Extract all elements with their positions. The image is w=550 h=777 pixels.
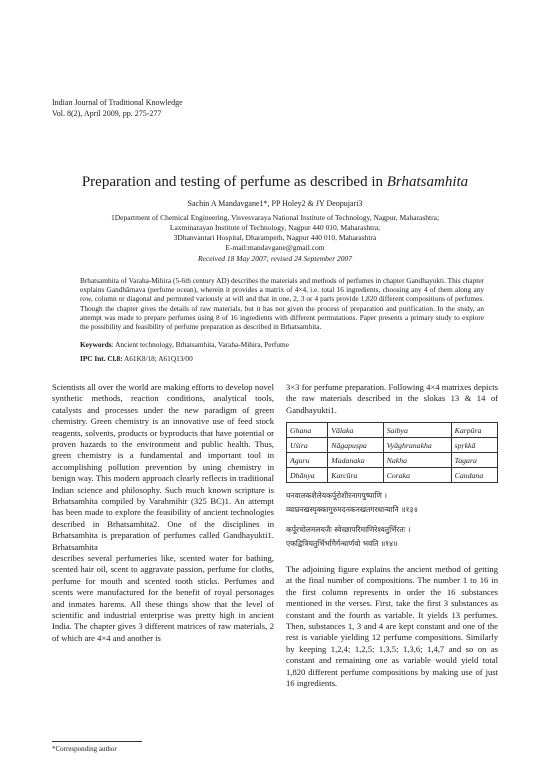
ipc-label: IPC Int. Cl.8: (80, 354, 123, 363)
title-main: Preparation and testing of perfume as described in (81, 174, 387, 190)
affiliation-line: Laxminarayan Institute of Technology, Nagpur 440 010, Maharashtra; (169, 223, 381, 232)
body-left-bottom: describes several perfumeries like, scented water for bathing, scented hair oil, scent to aggravate passion, perfume for cloths, perfume for mouth and scented tooth sticks. Perfumes and scents were manufactured for the benefit of royal personages and inmates harems. All these things show that the level of scientific and industrial enterprise was pretty high in ancient India. The chapter gives 3 different matrices of raw materials, 2 of which are 4×4 and another is (52, 553, 274, 643)
sanskrit-verse: घनवालकशैलेयकर्पूरोशीरनागपुष्पाणि । (286, 491, 388, 500)
table-row (287, 438, 498, 453)
ipc-text: A61K8/18; A61Q13/00 (122, 354, 193, 363)
sanskrit-verse: एकद्वित्रिचतुर्भिर्भागैर्गन्धार्णवो भवति ॥१४॥ (286, 539, 398, 548)
sanskrit-verse: कर्पूरचोलमलयजैः स्वेच्छापरिमाणिरेश्वतुर्भिरतः । (286, 525, 411, 534)
journal-header (52, 97, 183, 119)
sanskrit-verse: व्याघ्रनखस्पृक्कागुरुमदनकनखतगरधान्यानि ॥१३॥ (286, 505, 418, 514)
body-right-top: 3×3 for perfume preparation. Following 4×4 matrixes depicts the raw materials described in the slokas 13 & 14 of Gandhayukti1. (286, 382, 498, 415)
authors: Sachin A Mandavgane1*, PP Holey2 & JY Deopujari3 (187, 199, 363, 208)
keywords-label: Keywords (80, 340, 112, 349)
affiliations (20, 213, 530, 253)
table-cell: Vālaka (328, 423, 383, 438)
table-cell: Nāgapuṣpa (328, 438, 383, 453)
abstract: Brhatsamhita of Varaha-Mihira (5-6th century AD) describes the materials and methods of perfumes in chapter Gandhayukti. This chapter explains Gandhārnava (perfume ocean), wherein it provides a matrix of 4×4, i.e. total 16 ingredients, choosing any 4 of them along any row, column or diagonal and permuted variously at will and that in one, 2, 3 or 4 parts provide 1,820 different compositions of perfumes. Though the chapter gives the details of raw materials, but it has not given the process of preparation and purification. In the study, an attempt was made to prepare perfumes using 8 of 16 ingredients with different permutations. Paper presents a primary study to explore the possibility and feasibility of perfume preparation as described in Brhatsamhita. (80, 276, 484, 332)
footnote-divider (52, 741, 142, 742)
email-line: E-mail:mandavgane@gmail.com (225, 243, 325, 252)
table-cell: Coraka (383, 468, 451, 483)
keywords (80, 340, 484, 349)
ipc-classification (80, 354, 484, 363)
affiliation-line: 1Department of Chemical Engineering, Visvesvaraya National Institute of Technology, Nagpur, Maharashtra; (110, 213, 440, 222)
journal-name: Indian Journal of Traditional Knowledge (52, 98, 183, 107)
paper-title (0, 174, 550, 191)
table-cell: Tagara (451, 453, 497, 468)
table-cell: Vyāghranakha (383, 438, 451, 453)
footnote: *Corresponding author (52, 745, 117, 753)
table-row (287, 423, 498, 438)
title-italic: Brhatsamhita (386, 174, 469, 190)
table-row (287, 453, 498, 468)
table-cell: spṛkkā (451, 438, 497, 453)
table-cell: Karcūra (328, 468, 383, 483)
table-cell: Nakha (383, 453, 451, 468)
table-row (287, 468, 498, 483)
table-cell: Ghana (287, 423, 328, 438)
table-cell: Saibya (383, 423, 451, 438)
ingredients-table (286, 422, 498, 483)
table-cell: Karpūra (451, 423, 497, 438)
table-cell: Uśira (287, 438, 328, 453)
received-dates: Received 18 May 2007; revised 24 September 2007 (197, 254, 353, 263)
table-cell: Dhānya (287, 468, 328, 483)
body-left-top: Scientists all over the world are making efforts to develop novel synthetic methods, reaction conditions, analytical tools, catalysts and processes under the new paradigm of green chemistry. Green chemistry is an innovative use of feed stock reagents, solvents, products or byproducts that have potential or proven hazards to the environment and public health. Thus, green chemistry is a fundamental and important tool in accomplishing pollution prevention by using chemistry in benign way. This modern approach clearly reflects in traditional Indian science and philosophy. Such much known scripture is Brhatsamhita compiled by Varahmihir (325 BC)1. An attempt has been made to explore the feasibility of ancient technologies described in Brhatsamhita2. One of the disciplines in Brhatsamhita is preparation of perfumes called Gandhayukti1. Brhatsamhita (52, 382, 274, 552)
keywords-text: : Ancient technology, Brhatsamhita, Varaha-Mihira, Perfume (111, 340, 289, 349)
journal-volume: Vol. 8(2), April 2009, pp. 275-277 (52, 109, 162, 118)
table-cell: Aguru (287, 453, 328, 468)
affiliation-line: 3Dhanvantari Hospital, Dharampeth, Nagpur 440 010, Maharashtra (173, 233, 377, 242)
body-right-bottom: The adjoining figure explains the ancient method of getting at the final number of compositions. The number 1 to 16 in the first column represents in order the 16 substances mentioned in the verses. First, take the first 3 substances as constant and the fourth as variable. It yields 13 perfumes. Then, substances 1, 3 and 4 are kept constant and one of the rest is variable yielding 12 perfume compositions. Similarly by keeping 1,2,4; 1,2,5; 1,3,5; 1,3,6; 1,4,7 and so on as constant and remaining one as variable would yield total 1,820 different perfume compositions by making use of just 16 ingredients. (286, 564, 498, 689)
table-cell: Madanaka (328, 453, 383, 468)
table-cell: Candana (451, 468, 497, 483)
